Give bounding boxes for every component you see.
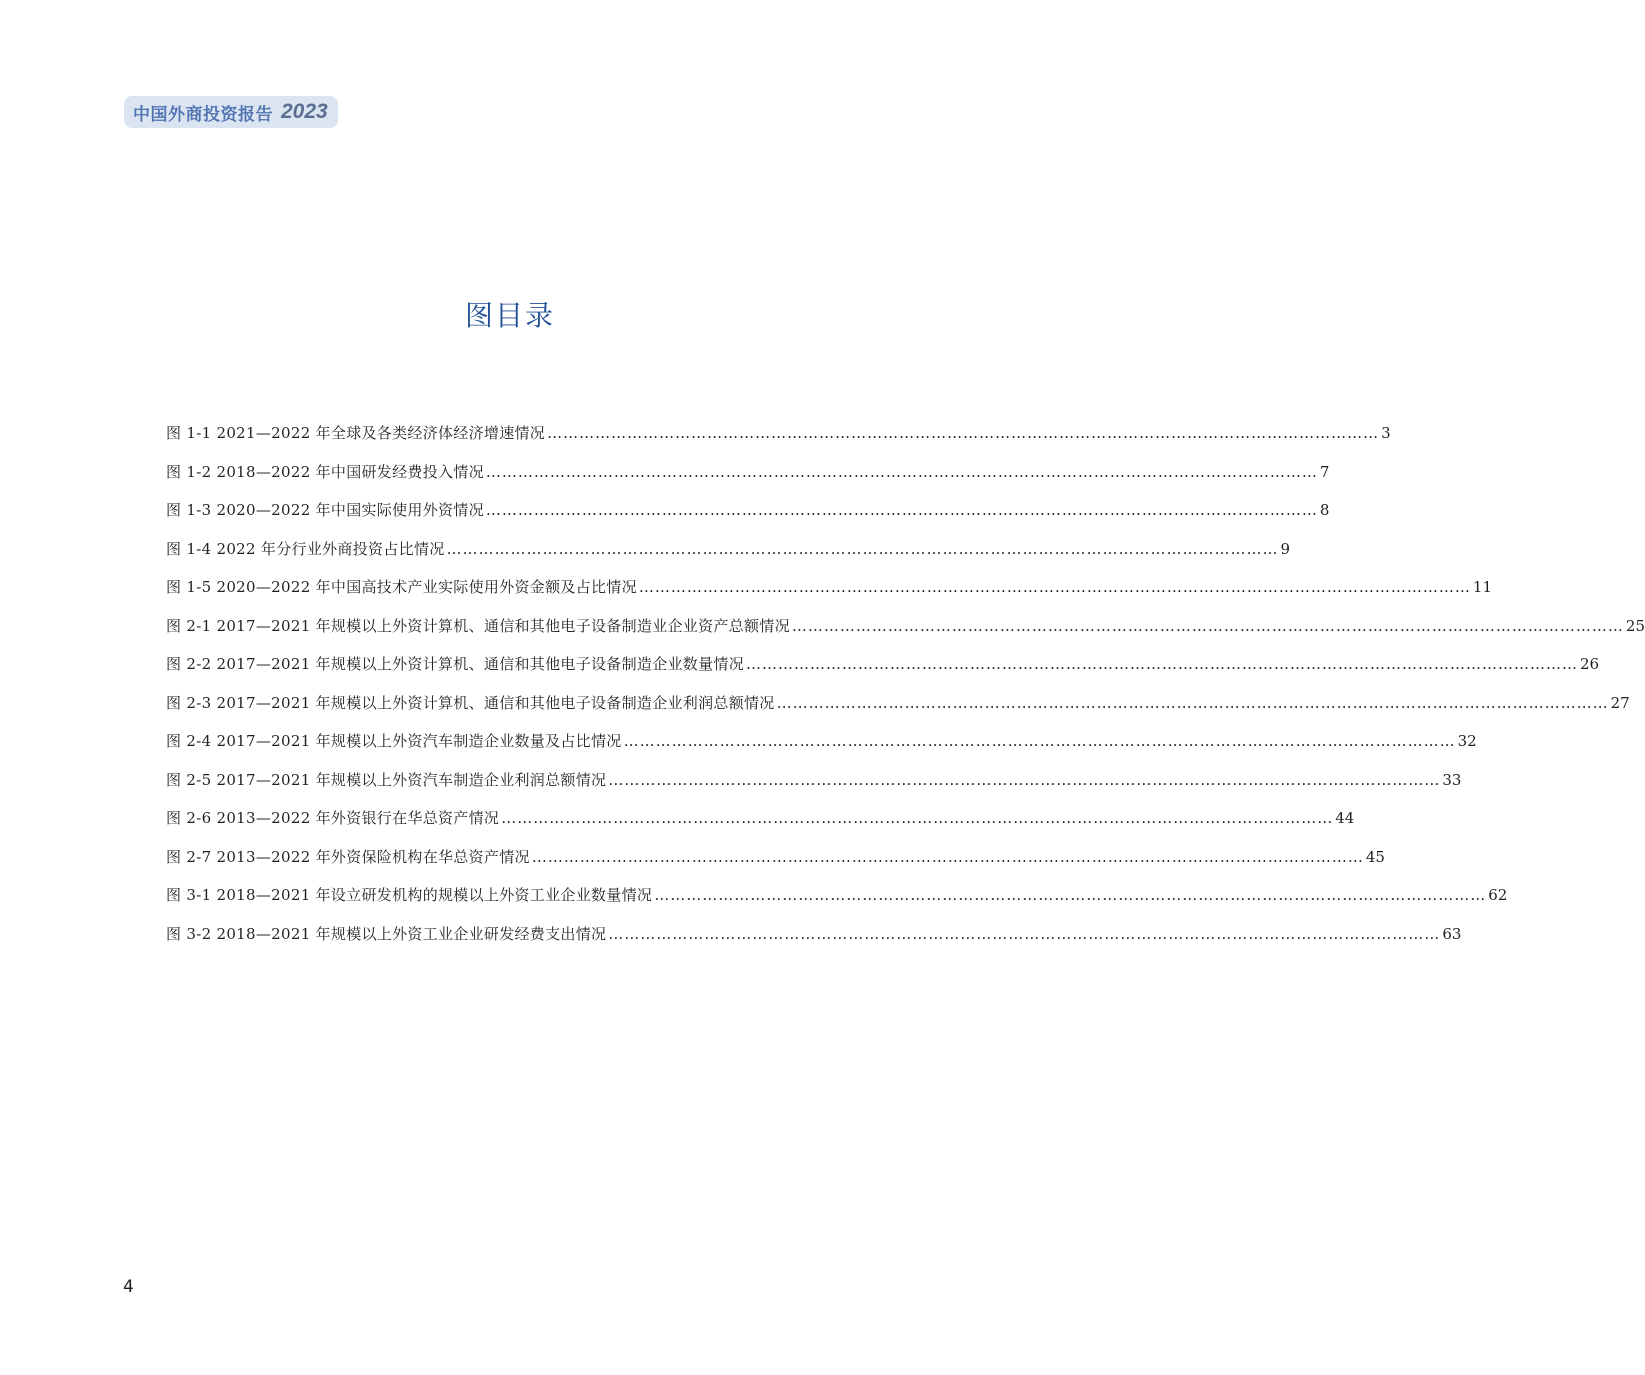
toc-item-label: 图 2-3 2017—2021 年规模以上外资计算机、通信和其他电子设备制造企业利润总额情况 — [166, 693, 775, 712]
toc-item-label: 图 1-3 2020—2022 年中国实际使用外资情况 — [166, 501, 484, 519]
toc-item[interactable] — [166, 883, 1508, 922]
toc-item-label: 图 2-7 2013—2022 年外资保险机构在华总资产情况 — [166, 847, 530, 866]
toc-item[interactable] — [166, 845, 1385, 884]
toc-item[interactable] — [166, 537, 1291, 576]
toc-item-label: 图 3-1 2018—2021 年设立研发机构的规模以上外资工业企业数量情况 — [166, 886, 653, 904]
toc-item-page: 63 — [1442, 924, 1462, 943]
toc-leader-dots — [501, 806, 1333, 830]
toc-item-page: 26 — [1580, 655, 1600, 673]
page-number: 4 — [123, 1277, 134, 1297]
toc-item-label: 图 2-6 2013—2022 年外资银行在华总资产情况 — [166, 809, 500, 827]
toc-item[interactable] — [166, 691, 1630, 730]
toc-item-page: 33 — [1442, 770, 1462, 789]
toc-item[interactable] — [166, 421, 1391, 460]
toc-leader-dots — [639, 575, 1471, 599]
toc-item-page: 62 — [1488, 886, 1508, 904]
toc-leader-dots — [547, 421, 1379, 445]
toc-item-page: 11 — [1472, 578, 1493, 596]
report-header-badge — [124, 96, 338, 128]
toc-leader-dots — [532, 845, 1364, 869]
toc-leader-dots — [624, 729, 1456, 753]
toc-item[interactable] — [166, 498, 1330, 537]
toc-item[interactable] — [166, 729, 1477, 768]
toc-item[interactable] — [166, 652, 1600, 691]
toc-item-page: 8 — [1319, 501, 1330, 519]
page-title: 图目录 — [464, 299, 555, 332]
toc-item-page: 32 — [1457, 732, 1477, 750]
toc-leader-dots — [486, 498, 1318, 522]
toc-item-label: 图 2-4 2017—2021 年规模以上外资汽车制造企业数量及占比情况 — [166, 732, 622, 750]
toc-leader-dots — [654, 883, 1486, 907]
report-title: 中国外商投资报告 — [133, 104, 273, 125]
toc-leader-dots — [746, 652, 1578, 676]
toc-item[interactable] — [166, 614, 1645, 653]
toc-item[interactable] — [166, 768, 1462, 807]
toc-item-label: 图 1-1 2021—2022 年全球及各类经济体经济增速情况 — [166, 424, 546, 442]
toc-leader-dots — [608, 922, 1440, 946]
toc-item-label: 图 1-4 2022 年分行业外商投资占比情况 — [166, 539, 445, 558]
report-year: 2023 — [281, 100, 328, 123]
toc-item-page: 7 — [1319, 462, 1330, 481]
toc-leader-dots — [486, 460, 1318, 484]
toc-item-page: 3 — [1381, 424, 1391, 442]
figure-toc-list — [166, 421, 1645, 960]
toc-item-label: 图 2-1 2017—2021 年规模以上外资计算机、通信和其他电子设备制造业企业资产总额情况 — [166, 616, 790, 635]
toc-item-page: 27 — [1610, 693, 1630, 712]
toc-leader-dots — [792, 614, 1624, 638]
toc-item-page: 45 — [1365, 847, 1385, 866]
toc-item[interactable] — [166, 806, 1355, 845]
toc-leader-dots — [608, 768, 1440, 792]
toc-item-page: 44 — [1335, 809, 1355, 827]
toc-item-page: 25 — [1625, 616, 1645, 635]
toc-item[interactable] — [166, 460, 1330, 499]
toc-item[interactable] — [166, 575, 1493, 614]
toc-item-page: 9 — [1280, 539, 1291, 558]
toc-item-label: 图 3-2 2018—2021 年规模以上外资工业企业研发经费支出情况 — [166, 924, 607, 943]
toc-leader-dots — [777, 691, 1609, 715]
toc-item-label: 图 1-5 2020—2022 年中国高技术产业实际使用外资金额及占比情况 — [166, 578, 637, 596]
toc-item-label: 图 1-2 2018—2022 年中国研发经费投入情况 — [166, 462, 484, 481]
toc-item-label: 图 2-5 2017—2021 年规模以上外资汽车制造企业利润总额情况 — [166, 770, 607, 789]
toc-item[interactable] — [166, 922, 1462, 961]
toc-leader-dots — [447, 537, 1279, 561]
toc-item-label: 图 2-2 2017—2021 年规模以上外资计算机、通信和其他电子设备制造企业数量情况 — [166, 655, 745, 673]
